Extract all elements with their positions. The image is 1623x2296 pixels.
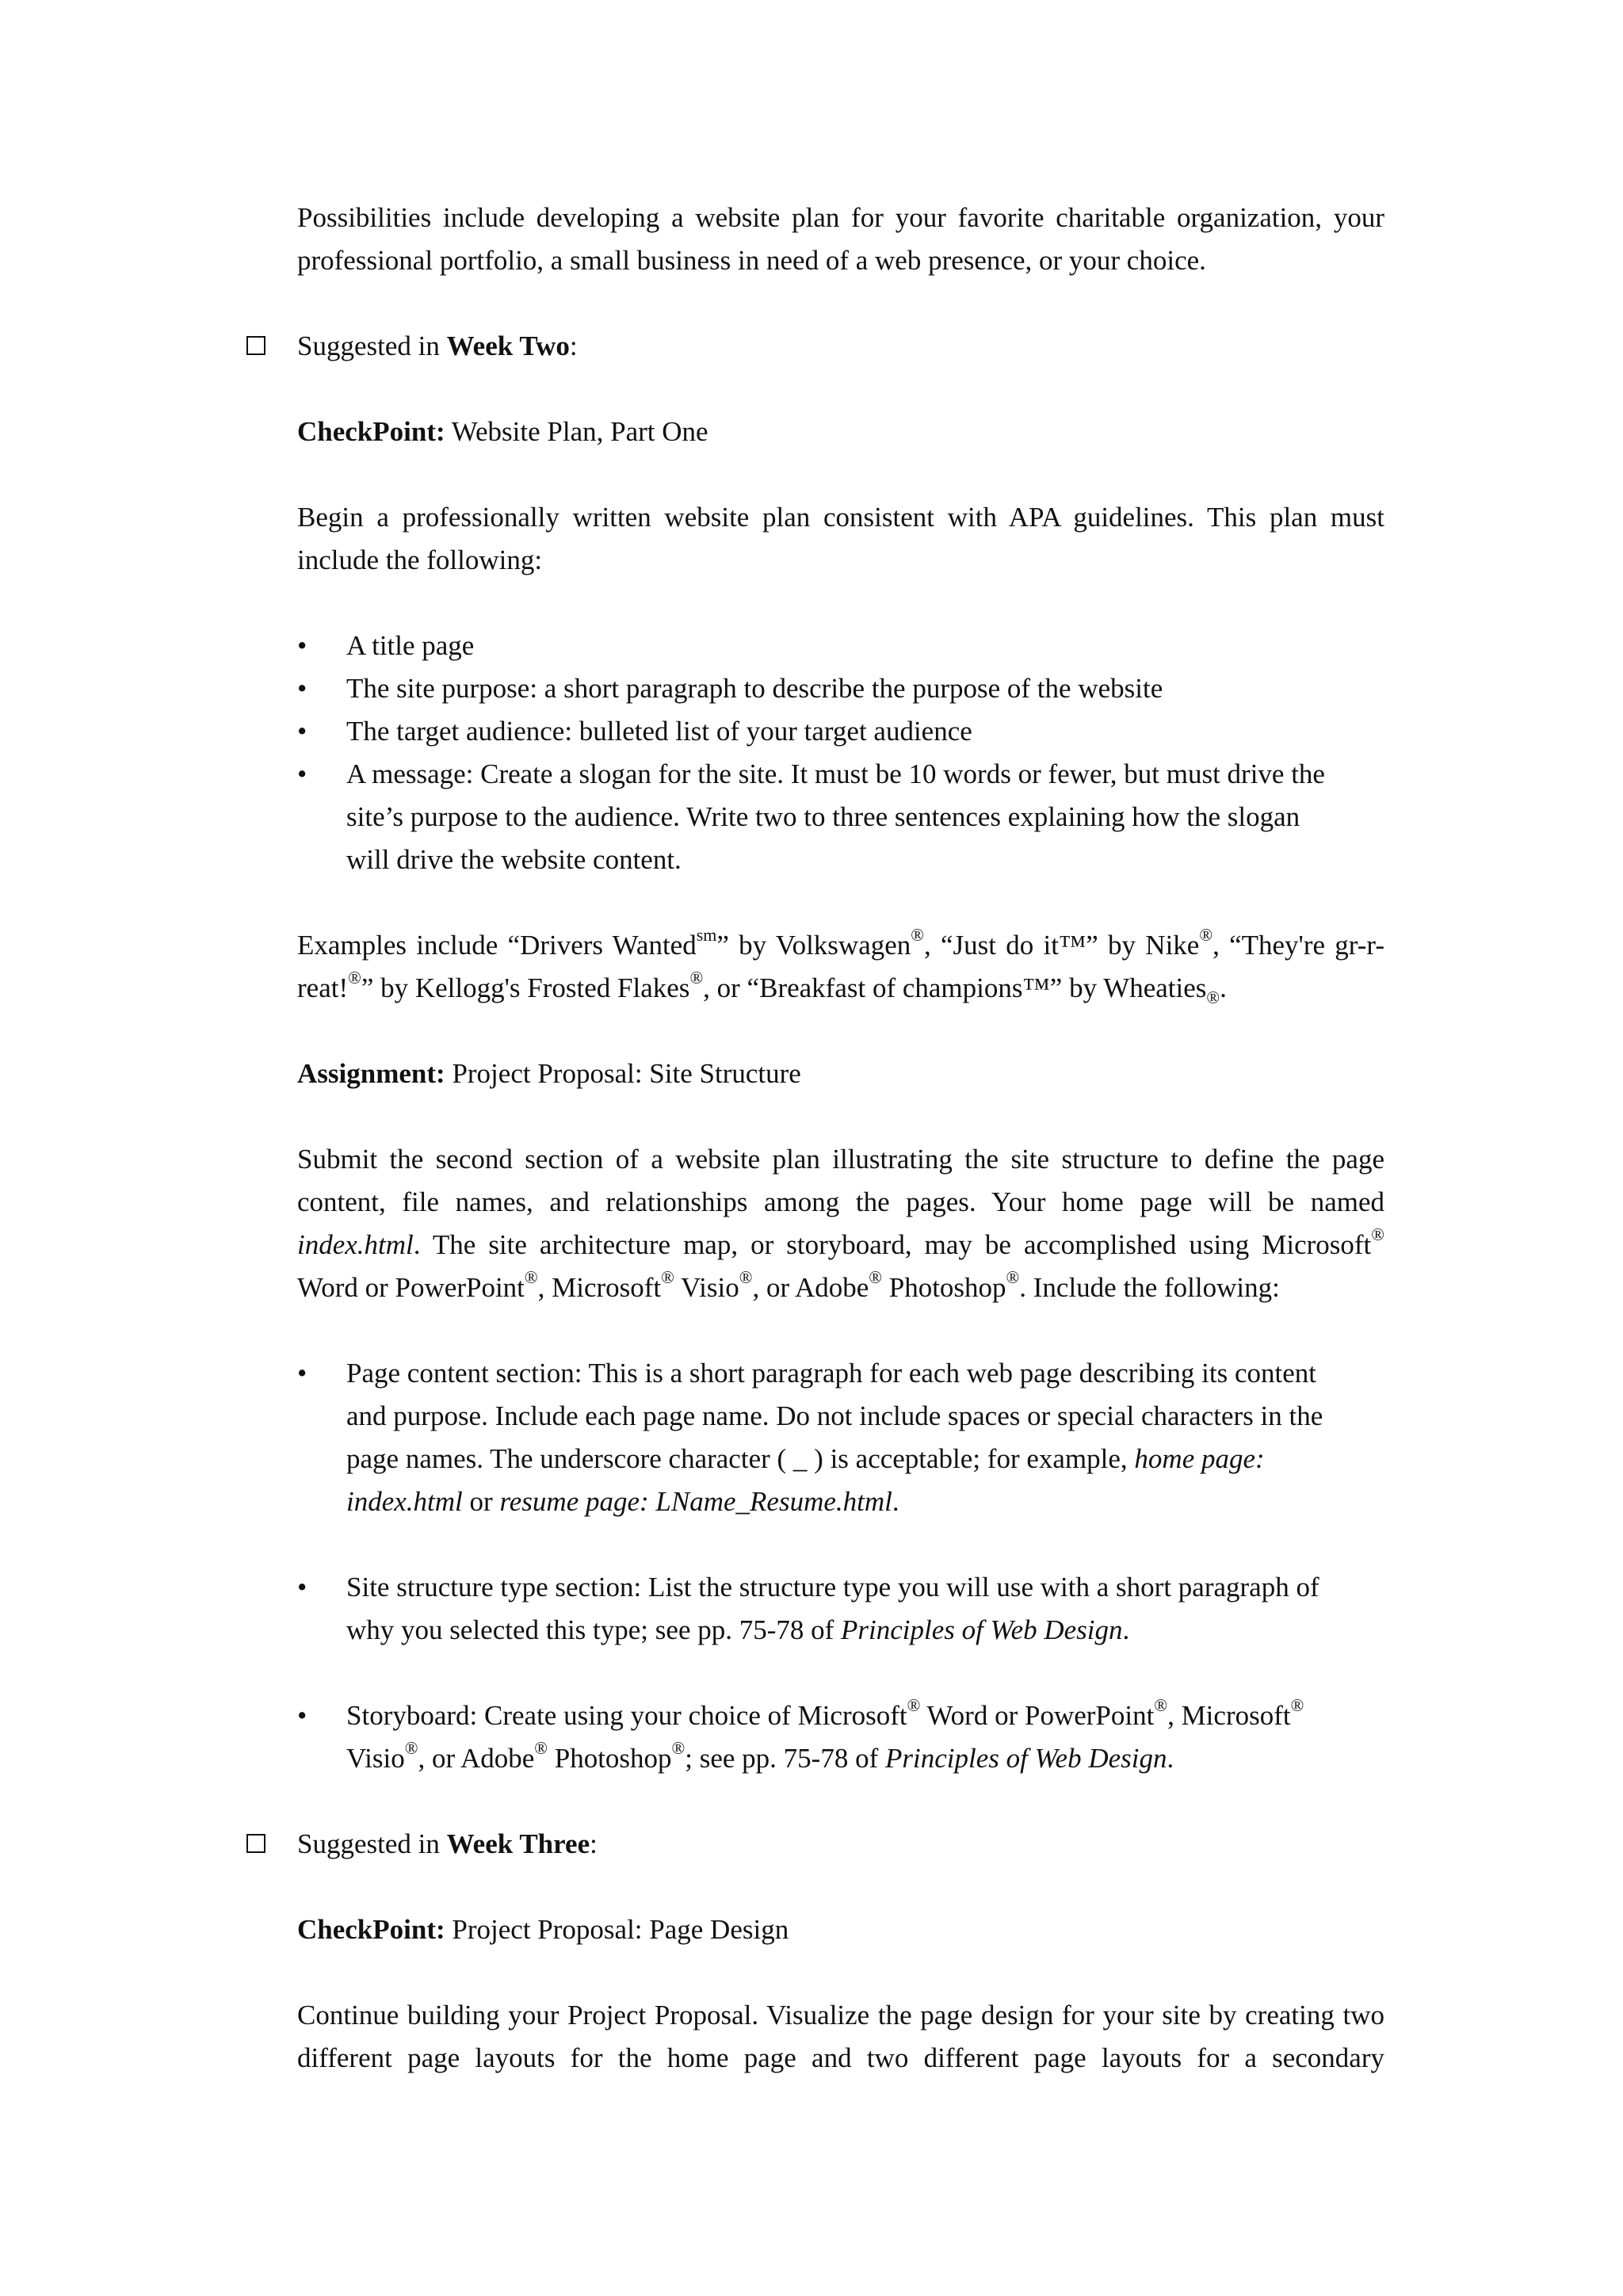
week-three-checkpoint-heading: CheckPoint: Project Proposal: Page Design <box>297 1914 789 1945</box>
checkbox-icon[interactable] <box>246 1834 265 1853</box>
submit-paragraph: Submit the second section of a website plan illustrating the site structure to define the page content, file names, and relationships among the pages. Your home page will be named index.html. The site architecture map, or storyboard, may be accomplished using Microsoft® Word or PowerPoint®, Microsoft® Visio®, or Adobe® Photoshop®. Include the following: <box>297 1144 1384 1303</box>
list-item: • The site purpose: a short paragraph to describe the purpose of the website <box>297 667 1384 710</box>
week-three-continue-paragraph: Continue building your Project Proposal. Visualize the page design for your site by creating two different page layouts for the home page and two different page layouts for a secondary <box>297 2000 1384 2073</box>
week-two-checklist-item: Suggested in Week Two: <box>297 325 1384 368</box>
site-structure-list <box>297 1352 1384 1523</box>
list-item: • Site structure type section: List the structure type you will use with a short paragraph of why you selected this type; see pp. 75-78 of Principles of Web Design. <box>297 1566 1384 1652</box>
assignment-heading: Assignment: Project Proposal: Site Structure <box>297 1058 801 1089</box>
week-three-checklist-item: Suggested in Week Three: <box>297 1823 1384 1866</box>
week-two-checkpoint-heading: CheckPoint: Website Plan, Part One <box>297 416 708 447</box>
list-item: • A title page <box>297 625 1384 667</box>
list-item: • A message: Create a slogan for the site. It must be 10 words or fewer, but must drive the site’s purpose to the audience. Write two to three sentences explaining how the slogan will drive the website content. <box>297 753 1384 881</box>
checkbox-icon[interactable] <box>246 336 265 355</box>
week-two-begin-paragraph: Begin a professionally written website plan consistent with APA guidelines. This plan must include the following: <box>297 502 1384 575</box>
intro-paragraph: Possibilities include developing a website plan for your favorite charitable organization, your professional portfolio, a small business in need of a web presence, or your choice. <box>297 202 1384 276</box>
slogan-examples-paragraph: Examples include “Drivers Wanted$^{sm}$” by Volkswagen®, “Just do it™” by Nike®, “They're gr-r-reat!®” by Kellogg's Frosted Flakes®, or “Breakfast of champions™” by Wheaties$_®$. <box>297 925 1384 1007</box>
list-item: • Page content section: This is a short paragraph for each web page describing its content and purpose. Include each page name. Do not include spaces or special characters in the page names. The underscore character ( _ ) is acceptable; for example, home page: index.html or resume page: LName_Resume.html. <box>297 1352 1384 1523</box>
document-page <box>297 197 1384 2080</box>
list-item: • The target audience: bulleted list of your target audience <box>297 710 1384 753</box>
list-item: • Storyboard: Create using your choice of Microsoft® Word or PowerPoint®, Microsoft® Visio®, or Adobe® Photoshop®; see pp. 75-78 of Principles of Web Design. <box>297 1694 1384 1780</box>
plan-requirements-list <box>297 625 1384 881</box>
